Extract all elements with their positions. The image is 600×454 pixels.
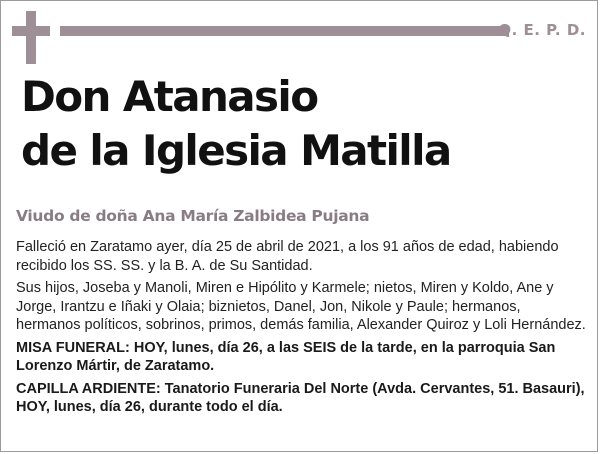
funeral-mass-paragraph: MISA FUNERAL: HOY, lunes, día 26, a las SEIS de la tarde, en la parroquia San Lorenzo Mártir, de Zaratamo. (16, 339, 556, 374)
deceased-name (21, 70, 451, 178)
qepd-label: Q. E. P. D. (498, 21, 586, 39)
widow-of-line: Viudo de doña Ana María Zalbidea Pujana (16, 207, 370, 225)
death-notice-paragraph: Falleció en Zaratamo ayer, día 25 de abril de 2021, a los 91 años de edad, habiendo recibido los SS. SS. y la B. A. de Su Santidad. (16, 239, 559, 274)
deceased-name-line2: de la Iglesia Matilla (21, 126, 451, 175)
chapel-paragraph: CAPILLA ARDIENTE: Tanatorio Funeraria Del Norte (Avda. Cervantes, 51. Basauri), HOY, lunes, día 26, durante todo el día. (16, 380, 585, 415)
family-paragraph: Sus hijos, Joseba y Manoli, Miren e Hipólito y Karmele; nietos, Miren y Koldo, Ane y Jorge, Irantzu e Iñaki y Olaia; biznietos, Danel, Jon, Nikole y Paule; hermanos, hermanos políticos, sobrinos, primos, demás familia, Alexander Quiroz y Loli Hernández. (16, 280, 586, 333)
obituary-body (16, 238, 588, 421)
header-rule (60, 26, 509, 36)
cross-icon (12, 11, 50, 64)
deceased-name-line1: Don Atanasio (21, 72, 318, 121)
